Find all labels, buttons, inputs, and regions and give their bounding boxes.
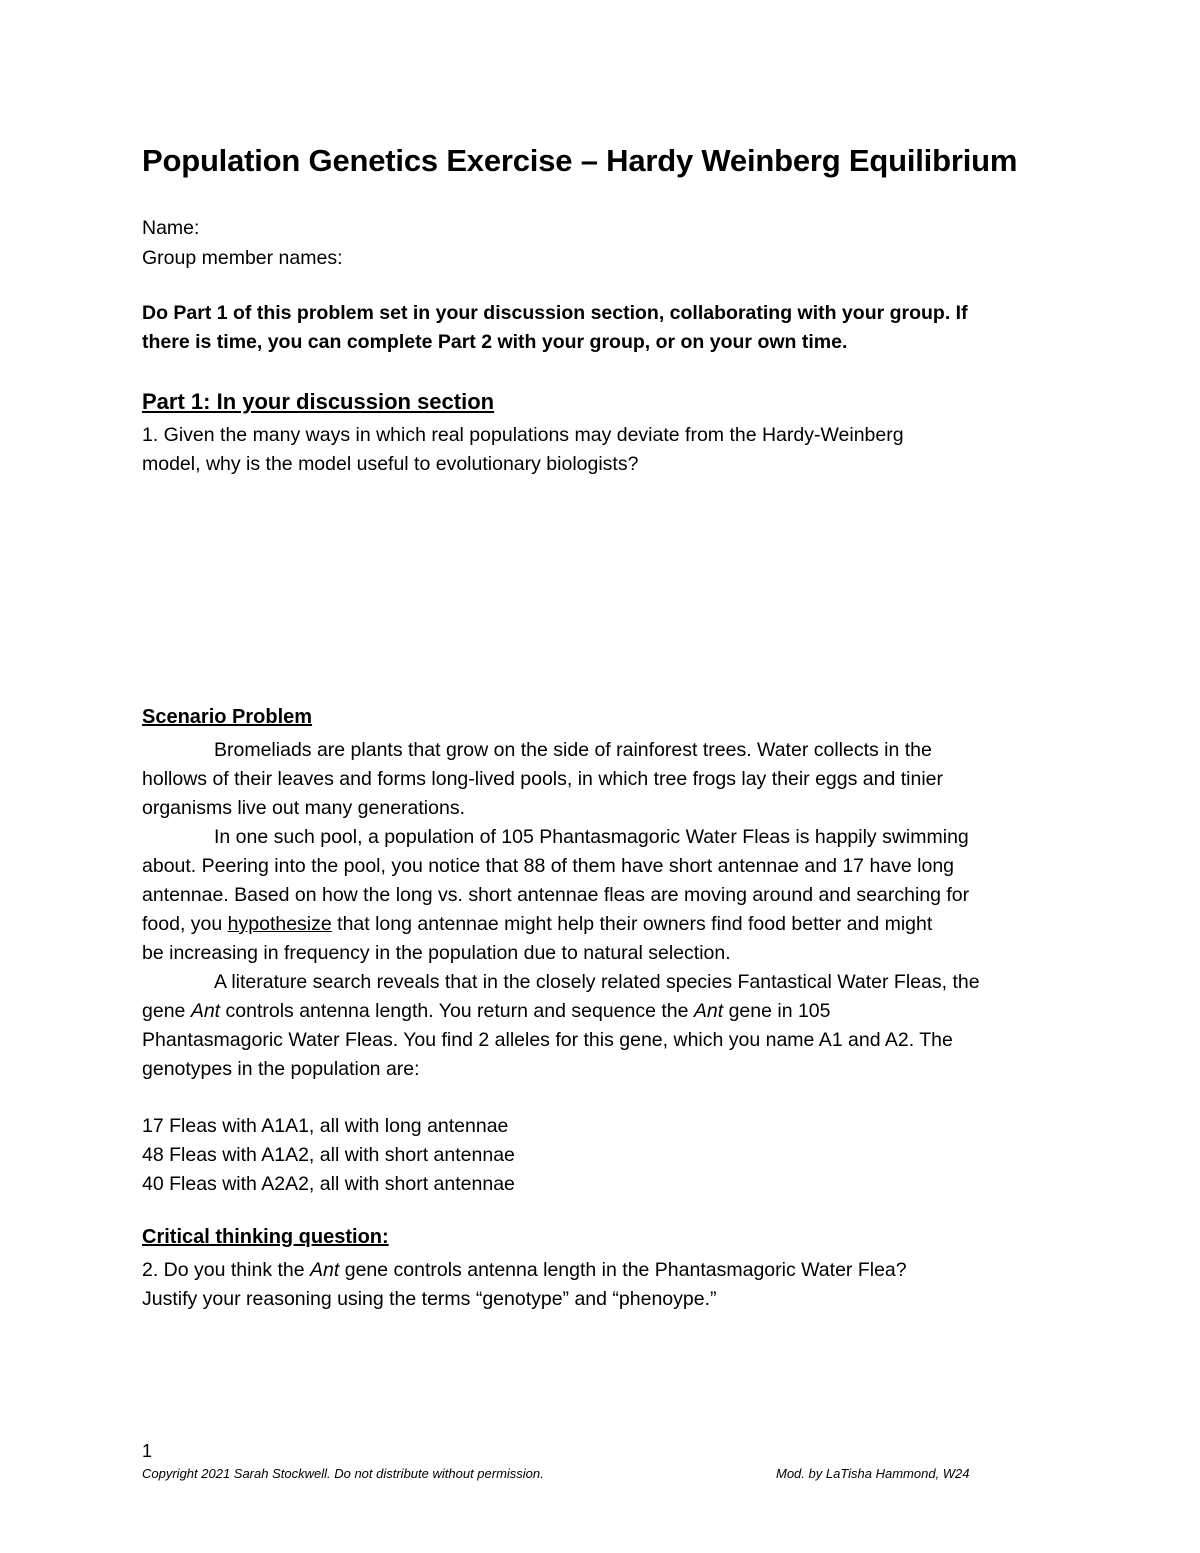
scenario-p3-line-3: Phantasmagoric Water Fleas. You find 2 alleles for this gene, which you name A1 and A2. The (142, 1029, 953, 1051)
scenario-p2-line-1: In one such pool, a population of 105 Phantasmagoric Water Fleas is happily swimming (214, 826, 969, 848)
gene-name-italic: Ant (190, 1000, 221, 1022)
question-2-line-2: Justify your reasoning using the terms “genotype” and “phenoype.” (142, 1288, 717, 1310)
part1-heading: Part 1: In your discussion section (142, 389, 495, 414)
name-label: Name: (142, 217, 200, 239)
genotype-a2a2: 40 Fleas with A2A2, all with short antennae (142, 1173, 515, 1195)
instructions-line-1: Do Part 1 of this problem set in your discussion section, collaborating with your group. If (142, 302, 968, 324)
text-segment: controls antenna length. You return and sequence the (220, 1000, 694, 1022)
hypothesize-underlined: hypothesize (227, 913, 332, 935)
scenario-p2-line-3: antennae. Based on how the long vs. short antennae fleas are moving around and searching for (142, 884, 970, 906)
scenario-p3-line-4: genotypes in the population are: (142, 1058, 420, 1080)
scenario-p1-line-1: Bromeliads are plants that grow on the side of rainforest trees. Water collects in the (214, 739, 932, 761)
gene-name-italic: Ant (310, 1259, 340, 1281)
scenario-p2-line-5: be increasing in frequency in the population due to natural selection. (142, 942, 731, 964)
page-title: Population Genetics Exercise – Hardy Weinberg Equilibrium (142, 143, 1018, 178)
scenario-p3-line-2 (142, 997, 831, 1026)
scenario-p2-line-4 (142, 910, 932, 939)
text-segment: that long antennae might help their owners find food better and might (331, 913, 933, 935)
scenario-p2-line-2: about. Peering into the pool, you notice that 88 of them have short antennae and 17 have long (142, 855, 955, 877)
footer-copyright: Copyright 2021 Sarah Stockwell. Do not distribute without permission. (142, 1466, 544, 1481)
question-1-line-2: model, why is the model useful to evolutionary biologists? (142, 453, 639, 475)
text-segment: food, you (142, 913, 228, 935)
text-segment: gene in 105 (723, 1000, 831, 1022)
text-segment: gene (142, 1000, 191, 1022)
scenario-p1-line-2: hollows of their leaves and forms long-lived pools, in which tree frogs lay their eggs and tinier (142, 768, 943, 790)
footer-modified-by: Mod. by LaTisha Hammond, W24 (776, 1466, 970, 1481)
text-segment: 2. Do you think the (142, 1259, 311, 1281)
page-number: 1 (142, 1441, 153, 1461)
instructions-line-2: there is time, you can complete Part 2 with your group, or on your own time. (142, 331, 848, 353)
genotype-a1a2: 48 Fleas with A1A2, all with short antennae (142, 1144, 515, 1166)
text-segment: gene controls antenna length in the Phantasmagoric Water Flea? (339, 1259, 907, 1281)
genotype-a1a1: 17 Fleas with A1A1, all with long antennae (142, 1115, 509, 1137)
question-2-line-1 (142, 1256, 907, 1285)
scenario-p1-line-3: organisms live out many generations. (142, 797, 465, 819)
critical-thinking-heading: Critical thinking question: (142, 1226, 389, 1248)
gene-name-italic: Ant (693, 1000, 724, 1022)
scenario-heading: Scenario Problem (142, 706, 313, 728)
group-member-label: Group member names: (142, 247, 343, 269)
question-1-line-1: 1. Given the many ways in which real populations may deviate from the Hardy-Weinberg (142, 424, 904, 446)
scenario-p3-line-1: A literature search reveals that in the closely related species Fantastical Water Fleas, the (214, 971, 980, 993)
